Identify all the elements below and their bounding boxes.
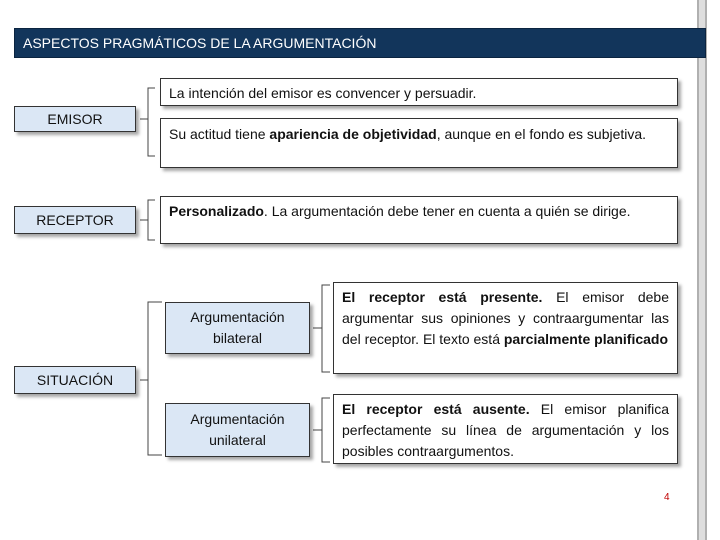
bilateral-mid: El emisor debe argumentar sus opiniones y contraargumentar las del receptor. El texto está [342, 289, 669, 347]
emisor-intention-text: La intención del emisor es convencer y persuadir. [169, 85, 477, 101]
unilateral-bold1: El receptor está ausente. [342, 401, 530, 417]
bilateral-description-box [333, 282, 678, 374]
bilateral-bold1: El receptor está presente. [342, 289, 543, 305]
page-number: 4 [664, 492, 670, 503]
receptor-post: . La argumentación debe tener en cuenta a quién se dirige. [263, 203, 631, 219]
emisor-label-text: EMISOR [47, 111, 103, 127]
bilateral-bold2: parcialmente planificado [503, 331, 669, 347]
emisor-label [14, 106, 136, 132]
emisor-attitude-bold: apariencia de objetividad [269, 126, 437, 142]
unilateral-label [165, 403, 310, 457]
receptor-description-box [160, 196, 678, 244]
receptor-bold: Personalizado [169, 203, 264, 219]
emisor-intention-box [160, 78, 678, 106]
emisor-attitude-post: , aunque en el fondo es subjetiva. [436, 126, 647, 142]
unilateral-mid: El emisor planifica perfectamente su línea de argumentación y los posibles contraargumentos. [342, 401, 669, 459]
bilateral-label [165, 302, 310, 354]
receptor-label [14, 206, 136, 234]
emisor-attitude-pre: Su actitud tiene [169, 126, 270, 142]
situacion-label-text: SITUACIÓN [36, 372, 114, 388]
unilateral-name: Argumentación unilateral [190, 411, 285, 448]
bilateral-name: Argumentación bilateral [190, 309, 285, 346]
unilateral-description-box [333, 394, 678, 464]
receptor-label-text: RECEPTOR [36, 212, 114, 228]
emisor-attitude-box [160, 118, 678, 168]
slide-title: ASPECTOS PRAGMÁTICOS DE LA ARGUMENTACIÓN [14, 28, 706, 58]
situacion-label [14, 366, 136, 394]
